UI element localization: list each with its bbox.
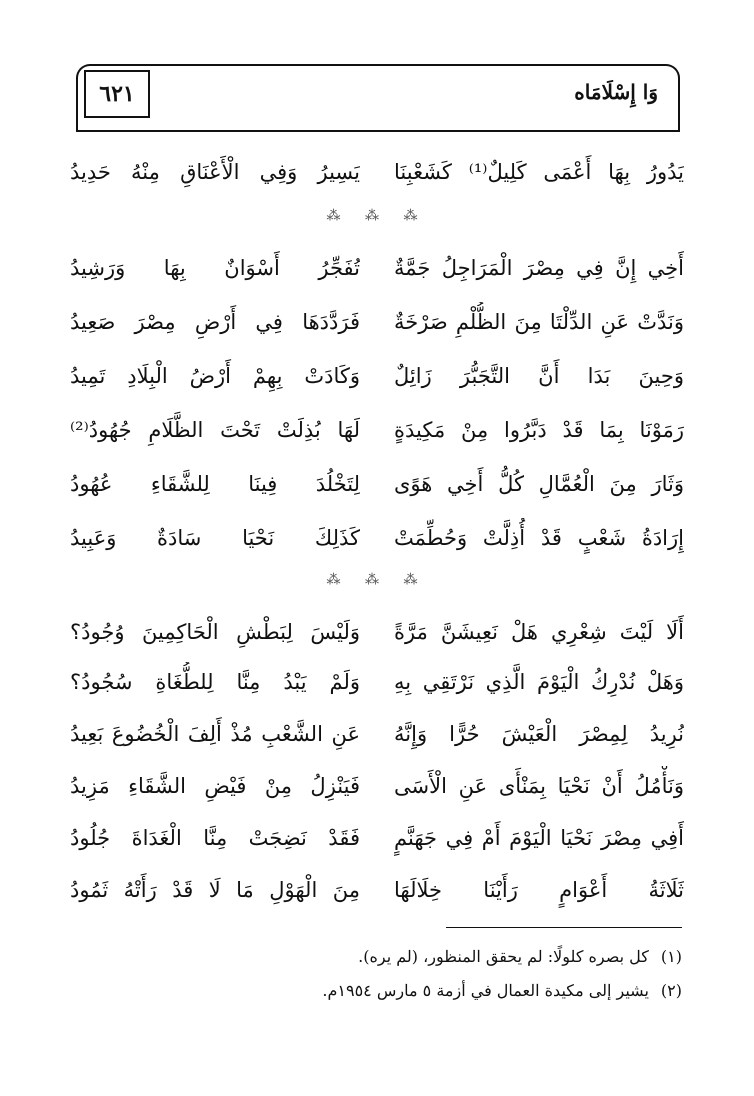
verse-second-hemistich: تُفَجِّرُ أَسْوَانٌ بِهَا وَرَشِيدُ [70, 256, 360, 280]
verse-line [70, 410, 684, 450]
verse-first-hemistich: وَحِينَ بَدَا أَنَّ التَّجَبُّرَ زَائِلٌ [394, 364, 684, 388]
verse-second-hemistich: مِنَ الْهَوْلِ مَا لَا قَدْ رَأَتْهُ ثَمُودُ [70, 878, 360, 902]
verse-second-hemistich: لَهَا بُذِلَتْ تَحْتَ الظَّلَامِ جُهُودُ⁽²⁾ [70, 418, 360, 442]
verse-first-hemistich: يَدُورُ بِهَا أَعْمَى كَلِيلٌ⁽¹⁾ كَشَعْبِنَا [394, 160, 684, 184]
footnote-number: (١) [660, 947, 682, 966]
verse-line [70, 302, 684, 342]
verse-line [70, 248, 684, 288]
verse-first-hemistich: أَخِي إِنَّ فِي مِصْرَ الْمَرَاجِلُ جَمَّةٌ [394, 256, 684, 280]
verse-second-hemistich: وَلَمْ يَبْدُ مِنَّا لِلطُّغَاةِ سُجُودُ؟ [70, 670, 360, 694]
verse-first-hemistich: إِرَادَةُ شَعْبٍ قَدْ أُذِلَّتْ وَحُطِّمَتْ [394, 526, 684, 550]
verse-second-hemistich: يَسِيرُ وَفِي الْأَعْنَاقِ مِنْهُ حَدِيدُ [70, 160, 360, 184]
verse-line [70, 818, 684, 858]
verse-second-hemistich: فَقَدْ نَضِجَتْ مِنَّا الْغَدَاةَ جُلُودُ [70, 826, 360, 850]
verse-first-hemistich: ثَلَاثَةُ أَعْوَامٍ رَأَيْنَا خِلَالَهَا [394, 878, 684, 902]
verse-first-hemistich: أَلَا لَيْتَ شِعْرِي هَلْ نَعِيشَنَّ مَرَّةً [394, 620, 684, 644]
verse-second-hemistich: فَرَدَّدَهَا فِي أَرْضِ مِصْرَ صَعِيدُ [70, 310, 360, 334]
section-separator: ⁂ ⁂ ⁂ [326, 208, 428, 224]
page-number: ٦٢١ [84, 70, 150, 118]
verse-first-hemistich: وَهَلْ نُدْرِكُ الْيَوْمَ الَّذِي نَرْتَقِي بِهِ [394, 670, 684, 694]
footnote-text: يشير إلى مكيدة العمال في أزمة ٥ مارس ١٩٥٤م. [322, 981, 649, 1000]
footnote [82, 944, 682, 970]
section-separator: ⁂ ⁂ ⁂ [326, 572, 428, 588]
verse-first-hemistich: وَثَارَ مِنَ الْعُمَّالِ كُلُّ أَخِي هَوًى [394, 472, 684, 496]
verse-line [70, 152, 684, 192]
verse-second-hemistich: لِتَخْلُدَ فِينَا لِلشَّقَاءِ عُهُودُ [70, 472, 360, 496]
verse-first-hemistich: وَنَدَّتْ عَنِ الدِّلْتَا مِنَ الظُّلْمِ صَرْخَةٌ [394, 310, 684, 334]
verse-first-hemistich: أَفِي مِصْرَ نَحْيَا الْيَوْمَ أَمْ فِي جَهَنَّمٍ [394, 826, 684, 850]
footnote-number: (٢) [660, 981, 682, 1000]
footnote-text: كل بصره كلولًا: لم يحقق المنظور، (لم يره). [358, 947, 649, 966]
footnote [82, 978, 682, 1004]
verse-first-hemistich: رَمَوْنَا بِمَا قَدْ دَبَّرُوا مِنْ مَكِيدَةٍ [394, 418, 684, 442]
verse-line [70, 662, 684, 702]
verse-first-hemistich: وَنَأْمُلُ أَنْ نَحْيَا بِمَنْأَى عَنِ الْأَسَى [394, 774, 684, 798]
header-rule [76, 130, 680, 132]
verse-first-hemistich: نُرِيدُ لِمِصْرَ الْعَيْشَ حُرًّا وَإِنَّهُ [394, 722, 684, 746]
verse-line [70, 612, 684, 652]
running-title: وَا إِسْلَامَاه [574, 80, 658, 104]
verse-line [70, 518, 684, 558]
verse-line [70, 464, 684, 504]
verse-line [70, 714, 684, 754]
footnote-rule [446, 927, 682, 928]
verse-second-hemistich: فَيَنْزِلُ مِنْ فَيْضِ الشَّقَاءِ مَزِيدُ [70, 774, 360, 798]
verse-second-hemistich: كَذَلِكَ نَحْيَا سَادَةٌ وَعَبِيدُ [70, 526, 360, 550]
verse-second-hemistich: وَلَيْسَ لِبَطْشِ الْحَاكِمِينَ وُجُودُ؟ [70, 620, 360, 644]
verse-second-hemistich: عَنِ الشَّعْبِ مُذْ أَلِفَ الْخُضُوعَ بَعِيدُ [70, 722, 360, 746]
verse-line [70, 766, 684, 806]
verse-second-hemistich: وَكَادَتْ بِهِمْ أَرْضُ الْبِلَادِ تَمِيدُ [70, 364, 360, 388]
verse-line [70, 356, 684, 396]
verse-line [70, 870, 684, 910]
